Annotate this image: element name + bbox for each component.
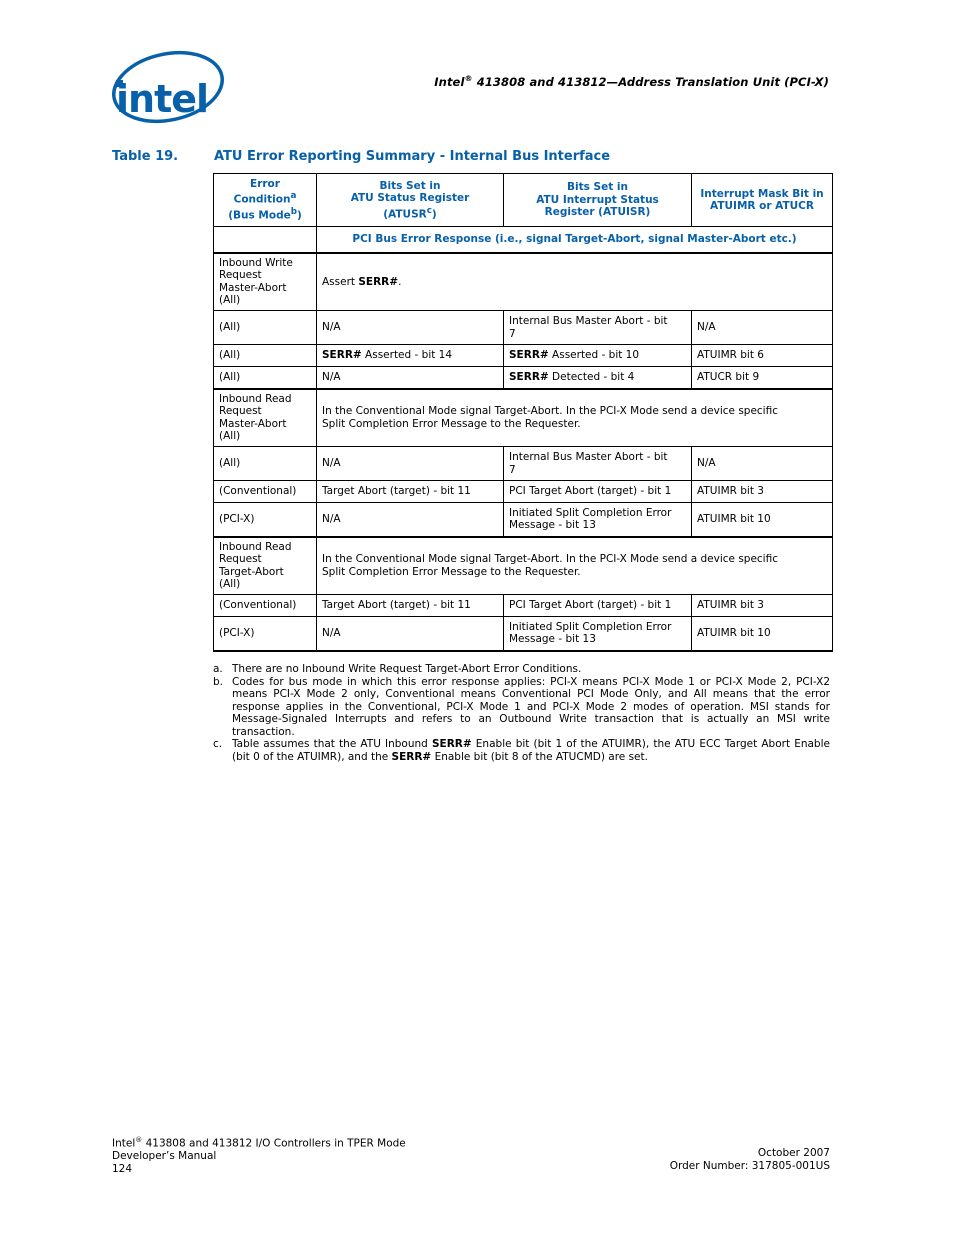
footnote-b: b. Codes for bus mode in which this error response applies: PCI-X means PCI-X Mode 1 or PCI-X Mode 2, PCI-X2 means PCI-X Mode 2 only, Conventional means Conventional PCI Mode Only, and All means that the error response applies in the Conventional, PCI-X Mode 1 and PCI-X Mode 2 modes of operation. MSI stands for Message-Signaled Interrupts and refers to an Outbound Write transaction that is actually an MSI write transaction. xyxy=(213,675,830,738)
running-header: Intel® 413808 and 413812—Address Translation Unit (PCI-X) xyxy=(434,74,829,89)
table-header-row xyxy=(214,174,833,227)
col-header-atuisr: Bits Set in ATU Interrupt Status Register (ATUISR) xyxy=(504,174,692,227)
logo-text: intel xyxy=(116,77,209,121)
order-number: Order Number: 317805-001US xyxy=(669,1159,830,1172)
table-row: (All) N/A Internal Bus Master Abort - bit 7 N/A xyxy=(214,311,833,345)
page-number: 124 xyxy=(112,1162,133,1175)
table-row: (All) N/A Internal Bus Master Abort - bit 7 N/A xyxy=(214,447,833,481)
table-row: (All) SERR# Asserted - bit 14 SERR# Asserted - bit 10 ATUIMR bit 6 xyxy=(214,345,833,367)
table-row: Inbound Read Request Target-Abort (All) In the Conventional Mode signal Target-Abort. In the PCI-X Mode send a device specific Split Completion Error Message to the Requester. xyxy=(214,537,833,595)
table-title xyxy=(112,149,610,164)
table-caption: ATU Error Reporting Summary - Internal Bus Interface xyxy=(214,149,611,164)
table-row: (Conventional) Target Abort (target) - bit 11 PCI Target Abort (target) - bit 1 ATUIMR bit 3 xyxy=(214,595,833,617)
footer-right: October 2007 Order Number: 317805-001US xyxy=(669,1147,830,1172)
footnote-c: c. Table assumes that the ATU Inbound SERR# Enable bit (bit 1 of the ATUIMR), the ATU ECC Target Abort Enable (bit 0 of the ATUIMR), and the SERR# Enable bit (bit 8 of the ATUCMD) are set. xyxy=(213,738,830,763)
error-summary-table xyxy=(213,173,833,652)
table-row: (PCI-X) N/A Initiated Split Completion Error Message - bit 13 ATUIMR bit 10 xyxy=(214,503,833,537)
table-row: (All) N/A SERR# Detected - bit 4 ATUCR bit 9 xyxy=(214,367,833,389)
table-subheader-row xyxy=(214,227,833,253)
footnote-a: a. There are no Inbound Write Request Target-Abort Error Conditions. xyxy=(213,663,582,675)
table-number: Table 19. xyxy=(112,149,179,164)
col-header-interrupt-mask: Interrupt Mask Bit in ATUIMR or ATUCR xyxy=(692,174,833,227)
table-row: Inbound Write Request Master-Abort (All) Assert SERR#. xyxy=(214,253,833,311)
col-header-atusr: Bits Set in ATU Status Register (ATUSR$^c$) xyxy=(317,174,504,227)
subheader-pci-bus-error: PCI Bus Error Response (i.e., signal Target-Abort, signal Master-Abort etc.) xyxy=(317,227,833,253)
table-row: Inbound Read Request Master-Abort (All) In the Conventional Mode signal Target-Abort. In the PCI-X Mode send a device specific Split Completion Error Message to the Requester. xyxy=(214,389,833,447)
table-footnotes xyxy=(213,663,830,763)
intel-logo xyxy=(108,50,226,128)
footer-left: Intel® 413808 and 413812 I/O Controllers in TPER Mode Developer’s Manual 124 xyxy=(112,1136,406,1175)
table-row: (PCI-X) N/A Initiated Split Completion Error Message - bit 13 ATUIMR bit 10 xyxy=(214,617,833,651)
table-row: (Conventional) Target Abort (target) - bit 11 PCI Target Abort (target) - bit 1 ATUIMR bit 3 xyxy=(214,481,833,503)
col-header-error-condition: Error Condition$^a$ (Bus Mode$^b$) xyxy=(214,174,317,227)
